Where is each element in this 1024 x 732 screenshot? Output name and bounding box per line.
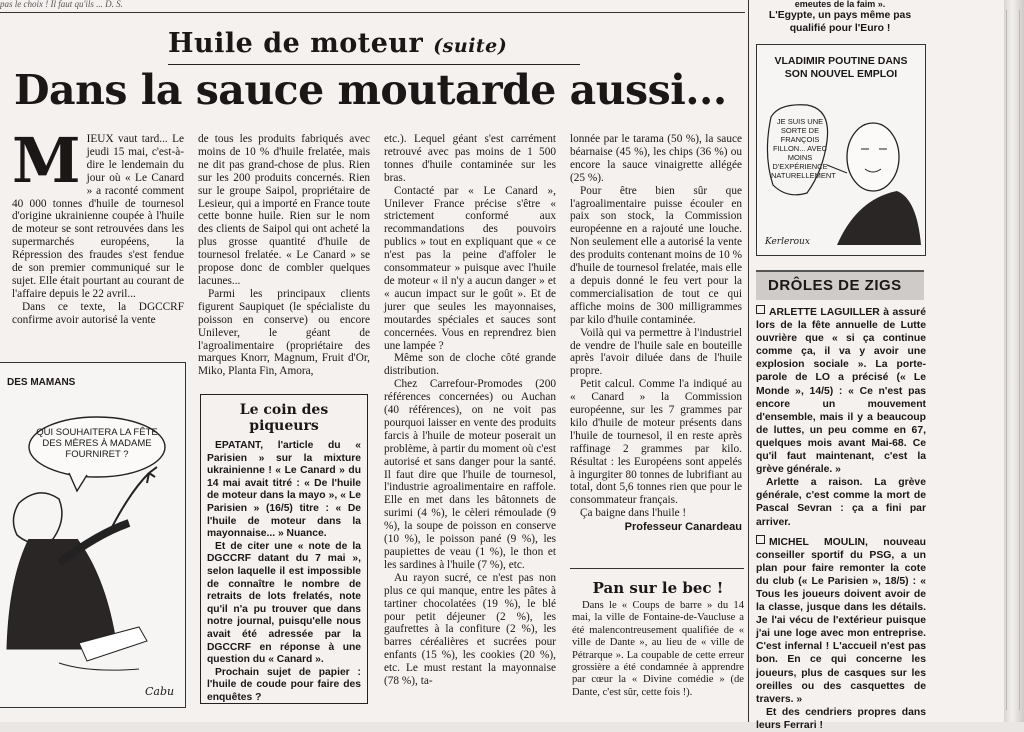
cartoon-left (0, 362, 186, 708)
coin-paragraph: EPATANT, l'article du « Parisien » sur la mixture ukrainienne ! « Le Canard » du 14 mai avait titré : « De l'huile de moteur dans la mayo », « Le Parisien » (16/5) titre : « De l'huile de moteur dans la mayonnaise... » Nuance. (207, 440, 361, 540)
article-paragraph: Même son de cloche côté grande distribution. (384, 352, 556, 378)
kicker-title (168, 28, 507, 59)
cartoon-artist: Cabu (145, 685, 175, 698)
kicker-text: Huile de moteur (168, 28, 424, 59)
article-column-3 (384, 133, 556, 688)
cartoon-left-drawing (0, 363, 185, 707)
pan-text: Dans le « Coups de barre » du 14 mai, la ville de Fontaine-de-Vaucluse a été malencontreusement qualifiée de « ville de Dante », au lieu de « ville de Pétrarque ». La coupable de cette erreur grossière a été condamnée à apprendre par cœur la « Divine comédie » (de Dante, c'est sûr, cette fois !). (572, 600, 744, 698)
zigs-item-text: ARLETTE LAGUILLER à assuré lors de la fête annuelle de Lutte ouvrière que « si ça continue comme ça, il va y avoir une explosion sociale ». La porte-parole de LO a précisé (« Le Monde », 14/5) : « Ce n'est pas encore un mouvement d'ensemble, mais il y a beaucoup de luttes, un peu comme en 67, quelques mois avant Mai-68. Ce qu'il faut maintenant, c'est la grève générale. » (756, 307, 926, 476)
article-signature: Professeur Canardeau (624, 521, 742, 534)
kicker-suffix: (suite) (433, 35, 508, 57)
cartoon-right-bubble: JE SUIS UNE SORTE DE FRANÇOIS FILLON... AVEC MOINS D'EXPÉRIENCE NATURELLEMENT (771, 117, 836, 180)
article-paragraph: Ça baigne dans l'huile ! (580, 507, 687, 520)
article-column-1 (12, 124, 184, 327)
zigs-item-text: MICHEL MOULIN, nouveau conseiller sportif du PSG, a un plan pour faire remonter la cote du club (« Le Parisien », 18/5) : « Tous les joueurs doivent avoir de la classe, jusque dans les détails. Je l'ai vécu de l'extérieur puisque j'ai une loge avec mon entreprise. C'est infernal ! L'accueil n'est pas bon. En ce qui concerne les joueurs, plus de casques sur les oreilles ou des casquettes de travers. » (756, 536, 926, 705)
pan-separator (570, 568, 744, 569)
article-paragraph: Dans ce texte, la DGCCRF confirme avoir autorisé la vente (12, 300, 184, 326)
right-top-text (756, 0, 924, 35)
article-column-4 (570, 133, 742, 534)
zigs-comment: Et des cendriers propres dans leurs Ferrari ! (756, 706, 926, 731)
coin-paragraph: Prochain sujet de papier : l'huile de coude pour faire des enquêtes ? (207, 666, 361, 703)
article-paragraph: Au rayon sucré, ce n'est pas non plus ce qui manque, entre les pâtes à tartiner chocolatées (19 %), le blé pour petit déjeuner (2 %), les gaufrettes à la confiture (2 %), les barres céréalières et sucrées pour enfants (15 %), les cookies (20 %), etc. Le must restant la mayonnaise (78 %), ta- (384, 571, 556, 688)
droles-de-zigs-header: DRÔLES DE ZIGS (756, 270, 924, 300)
top-strip: pas le choix ! Il faut qu'ils ... D. S. (0, 0, 123, 9)
kicker-underline (168, 64, 580, 65)
headline: Dans la sauce moutarde aussi... (14, 66, 727, 114)
article-paragraph: lonnée par le tarama (50 %), la sauce béarnaise (45 %), les chips (36 %) ou encore la sauce vinaigrette allégée (25 %). (570, 133, 742, 184)
article-paragraph: IEUX vaut tard... Le jeudi 15 mai, c'est-à-dire le lendemain du jour où « Le Canard » a raconté comment 40 000 tonnes d'huile de tournesol d'origine ukrainienne coupée à l'huile de moteur se sont retrouvées dans les supermarchés européens, la Répression des fraudes s'est fendue de son premier communiqué sur le sujet. Elle était pourtant au courant de l'affaire depuis le 22 avril... (12, 133, 184, 300)
pan-body (572, 600, 744, 699)
right-top-cut: emeutes de la faim ». (794, 0, 886, 9)
article-paragraph: de tous les produits fabriqués avec moins de 10 % d'huile frelatée, mais ne dit pas grand-chose de plus. Rien sur les 200 produits concernés. Rien sur le groupe Saipol, propriétaire de Lesieur, qui a importé en France toute cette bonne huile. Rien sur le nom des clients de Saipol qui ont acheté la plus grosse quantité d'huile de tournesol frelatée. « Le Canard » se propose donc de combler quelques lacunes... (198, 133, 370, 287)
stacked-pages (1006, 10, 1020, 710)
coin-title: Le coin des piqueurs (239, 402, 329, 434)
zigs-item (756, 305, 926, 476)
right-top-line: L'Egypte, un pays même pas qualifié pour l'Euro ! (768, 10, 912, 35)
bullet-square-icon (756, 535, 765, 544)
cartoon-caption: DES MAMANS (7, 377, 76, 388)
zigs-item (756, 535, 926, 706)
article-paragraph: etc.). Lequel géant s'est carrément retrouvé avec pas moins de 1 500 tonnes d'huile contaminée sur les bras. (384, 133, 556, 184)
article-paragraph: Chez Carrefour-Promodes (200 références concernées) ou Auchan (40 références), on ne voit pas pourquoi laisser en vente des produits farcis à l'huile de moteur poserait un problème, à partir du moment où c'est autorisé et sans danger pour la santé. Il faut dire que l'huile de tournesol, l'industrie agroalimentaire en raffole. Elle en met dans les bâtonnets de surimi (4 %), le cèleri rémoulade (9 %), la soupe de poisson en conserve (10 %), le poisson pané (9 %), les paupiettes de veau (1 %), le thon et les sardines à l'huile (7 %), etc. (384, 378, 556, 571)
zigs-comment: Arlette a raison. La grève générale, c'est comme la mort de Pascal Sevran : ça a fini par arriver. (756, 477, 926, 528)
top-rule (0, 12, 745, 13)
dropcap: M (12, 124, 81, 197)
bullet-square-icon (756, 305, 765, 314)
coin-des-piqueurs-box (200, 394, 368, 704)
article-paragraph: Pour être bien sûr que l'agroalimentaire puisse écouler en paix son stock, la Commission européenne en a rajouté une louche. Non seulement elle a autorisé la vente des produits contenant moins de 10 % d'huile de tournesol frelatée, mais elle a depuis donné le feu vert pour la commercialisation de tout ce qui affiche moins de 300 milligrammes par kilo d'huile contaminée. (570, 184, 742, 326)
cartoon-bubble: QUI SOUHAITERA LA FÊTE DES MÈRES À MADAME FOURNIRET ? (36, 427, 158, 460)
droles-de-zigs-body (756, 305, 926, 732)
article-paragraph: Petit calcul. Comme l'a indiqué au « Canard » la Commission européenne, sur les 7 grammes par kilo d'huile de moteur présents dans l'huile de tournesol, il en reste après raffinage 2 grammes par kilo. Résultat : les Européens sont appelés à ingurgiter 80 tonnes de lubrifiant au total, dont 5,6 tonnes rien que pour le consommateur français. (570, 378, 742, 507)
coin-paragraph: Et de citer une « note de la DGCCRF datant du 7 mai », selon laquelle il est impossible de connaître le nombre de retraits de lots frelatés, note qu'il n'a pu trouver que dans notre journal, puisqu'elle nous avait été adressée par la DGCCRF en réponse à une question du « Canard ». (207, 540, 361, 666)
pan-title: Pan sur le bec ! (592, 579, 724, 597)
right-column-divider (748, 0, 749, 722)
article-column-2 (198, 133, 370, 378)
article-paragraph: Voilà qui va permettre à l'industriel de vendre de l'huile sale en bouteille après l'avoir diluée dans de l'huile propre. (570, 326, 742, 378)
page-edge (1004, 0, 1024, 722)
cartoon-right-title: VLADIMIR POUTINE DANS SON NOUVEL EMPLOI (774, 55, 908, 80)
cartoon-right (756, 44, 926, 256)
cartoon-right-artist: Kerleroux (765, 237, 810, 247)
article-paragraph: Parmi les principaux clients figurent Saupiquet (le spécialiste du poisson en conserve) ou encore Unilever, le géant de l'agroalimentaire (propriétaire des marques Knorr, Magnum, Fruit d'Or, Miko, Planta Fin, Amora, (198, 287, 370, 378)
article-paragraph: Contacté par « Le Canard », Unilever France précise s'être « strictement conformé aux recommandations des pouvoirs publics » tout en expliquant que « ce n'est pas la peine d'affoler le consommateur » puisque avec l'huile de moteur « il n'y a aucun danger » et « aucun impact sur le goût ». Et de jurer que seules les mayonnaises, moutardes spéciales et sauces sont concernées. Vous en reprendrez bien une lampée ? (384, 184, 556, 352)
coin-body (207, 440, 361, 704)
